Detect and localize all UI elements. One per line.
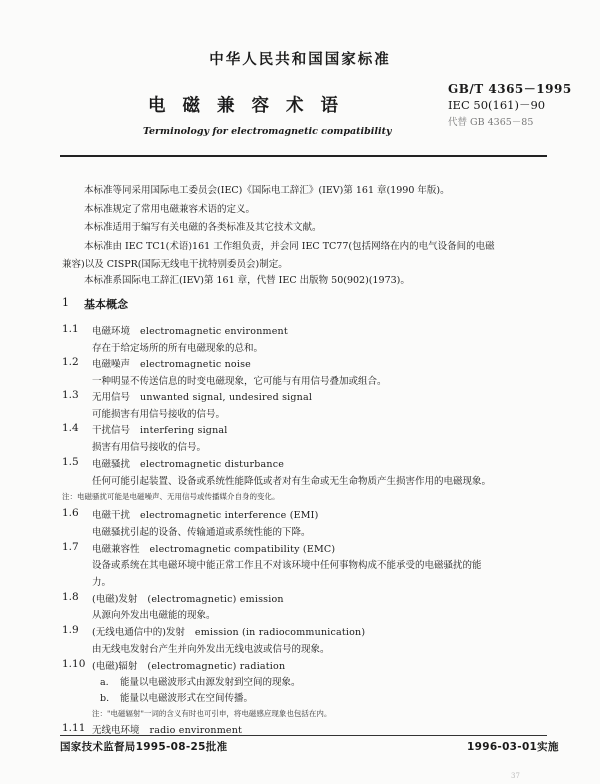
term-en: electromagnetic interference (EMI) — [140, 510, 319, 521]
term-number: 1.2 — [62, 356, 79, 368]
iec-code: IEC 50(161)－90 — [448, 98, 546, 112]
term-en: electromagnetic environment — [140, 326, 288, 337]
intro-paragraph: 本标准适用于编写有关电磁的各类标准及其它技术文献。 — [84, 222, 322, 233]
term-heading — [92, 389, 312, 403]
section-number: 1 — [62, 296, 69, 309]
term-definition: 设备或系统在其电磁环境中能正常工作且不对该环境中任何事物构成不能承受的电磁骚扰的能 — [92, 560, 482, 571]
term-en: radio environment — [149, 725, 243, 736]
term-number: 1.6 — [62, 507, 79, 519]
term-number: 1.8 — [62, 591, 79, 603]
term-number: 1.7 — [62, 541, 79, 553]
list-item-label: a. — [100, 677, 109, 688]
term-number: 1.10 — [62, 658, 86, 670]
term-number: 1.3 — [62, 389, 79, 401]
term-number: 1.5 — [62, 456, 79, 468]
term-cn: 电磁兼容性 — [92, 544, 140, 555]
term-cn: 干扰信号 — [92, 425, 131, 436]
term-heading — [92, 722, 242, 736]
term-en: (electromagnetic) emission — [147, 594, 284, 605]
term-definition: 可能损害有用信号接收的信号。 — [92, 409, 226, 420]
term-heading — [92, 624, 365, 638]
approval-date: 国家技术监督局1995-08-25批准 — [60, 741, 228, 753]
term-definition: 任何可能引起装置、设备或系统性能降低或者对有生命或无生命物质产生损害作用的电磁现象。 — [92, 476, 492, 487]
term-en: electromagnetic disturbance — [140, 459, 285, 470]
term-heading — [92, 541, 335, 555]
list-item-text: 能量以电磁波形式由源发射到空间的现象。 — [120, 677, 301, 688]
term-definition: 损害有用信号接收的信号。 — [92, 442, 207, 453]
list-item — [100, 674, 301, 688]
term-cn: 电磁干扰 — [92, 510, 131, 521]
term-cn: 无用信号 — [92, 392, 131, 403]
term-en: electromagnetic compatibility (EMC) — [149, 544, 336, 555]
term-heading — [92, 658, 285, 672]
term-en: interfering signal — [140, 425, 228, 436]
term-number: 1.11 — [62, 722, 86, 734]
list-item — [100, 690, 253, 704]
footer-divider — [60, 735, 547, 736]
header-divider — [60, 155, 547, 157]
note-1-5: 注：电磁骚扰可能是电磁噪声、无用信号或传播媒介自身的变化。 — [62, 492, 280, 501]
term-definition: 存在于给定场所的所有电磁现象的总和。 — [92, 343, 264, 354]
intro-paragraph: 本标准由 IEC TC1(术语)161 工作组负责，并会同 IEC TC77(包括网络在内的电气设备间的电磁 — [84, 241, 495, 252]
term-number: 1.1 — [62, 323, 79, 335]
term-heading — [92, 591, 284, 605]
term-en: emission (in radiocommunication) — [194, 627, 366, 638]
term-en: unwanted signal, undesired signal — [140, 392, 313, 403]
term-cn: (无线电通信中的)发射 — [92, 627, 185, 638]
term-cn: 电磁噪声 — [92, 359, 131, 370]
intro-paragraph: 本标准系国际电工辞汇(IEV)第 161 章，代替 IEC 出版物 50(902)(1973)。 — [84, 275, 410, 286]
list-item-text: 能量以电磁波形式在空间传播。 — [120, 693, 254, 704]
term-cn: 无线电环境 — [92, 725, 140, 736]
effective-date: 1996-03-01实施 — [467, 741, 559, 753]
page-mark: 37 — [511, 772, 520, 780]
note-1-10: 注："电磁辐射"一词的含义有时也可引申，将电磁感应现象也包括在内。 — [92, 709, 332, 718]
term-heading — [92, 507, 319, 521]
list-item-label: b. — [100, 693, 110, 704]
intro-paragraph: 本标准等同采用国际电工委员会(IEC)《国际电工辞汇》(IEV)第 161 章(1990 年版)。 — [84, 185, 450, 196]
term-heading — [92, 356, 251, 370]
term-heading — [92, 456, 284, 470]
document-title-en: Terminology for electromagnetic compatibility — [143, 126, 392, 137]
term-definition: 一种明显不传送信息的时变电磁现象，它可能与有用信号叠加或组合。 — [92, 376, 387, 387]
term-definition: 力。 — [92, 577, 112, 588]
term-number: 1.9 — [62, 624, 79, 636]
term-definition: 从源向外发出电磁能的现象。 — [92, 610, 216, 621]
term-cn: 电磁环境 — [92, 326, 131, 337]
term-cn: 电磁骚扰 — [92, 459, 131, 470]
intro-paragraph: 兼容)以及 CISPR(国际无线电干扰特别委员会)制定。 — [62, 259, 288, 270]
section-title: 基本概念 — [84, 298, 128, 311]
standard-code: GB/T 4365－1995 — [448, 82, 572, 96]
term-heading — [92, 323, 288, 337]
document-title-cn: 电磁兼容术语 — [148, 96, 355, 116]
replaces-code: 代替 GB 4365－85 — [448, 117, 534, 128]
term-definition: 由无线电发射台产生并向外发出无线电波或信号的现象。 — [92, 644, 330, 655]
intro-paragraph: 本标准规定了常用电磁兼容术语的定义。 — [84, 204, 256, 215]
term-cn: (电磁)发射 — [92, 594, 138, 605]
term-cn: (电磁)辐射 — [92, 661, 138, 672]
national-standard-heading: 中华人民共和国国家标准 — [209, 52, 391, 68]
term-number: 1.4 — [62, 422, 79, 434]
term-definition: 电磁骚扰引起的设备、传输通道或系统性能的下降。 — [92, 527, 311, 538]
term-en: electromagnetic noise — [140, 359, 251, 370]
term-en: (electromagnetic) radiation — [147, 661, 286, 672]
term-heading — [92, 422, 228, 436]
